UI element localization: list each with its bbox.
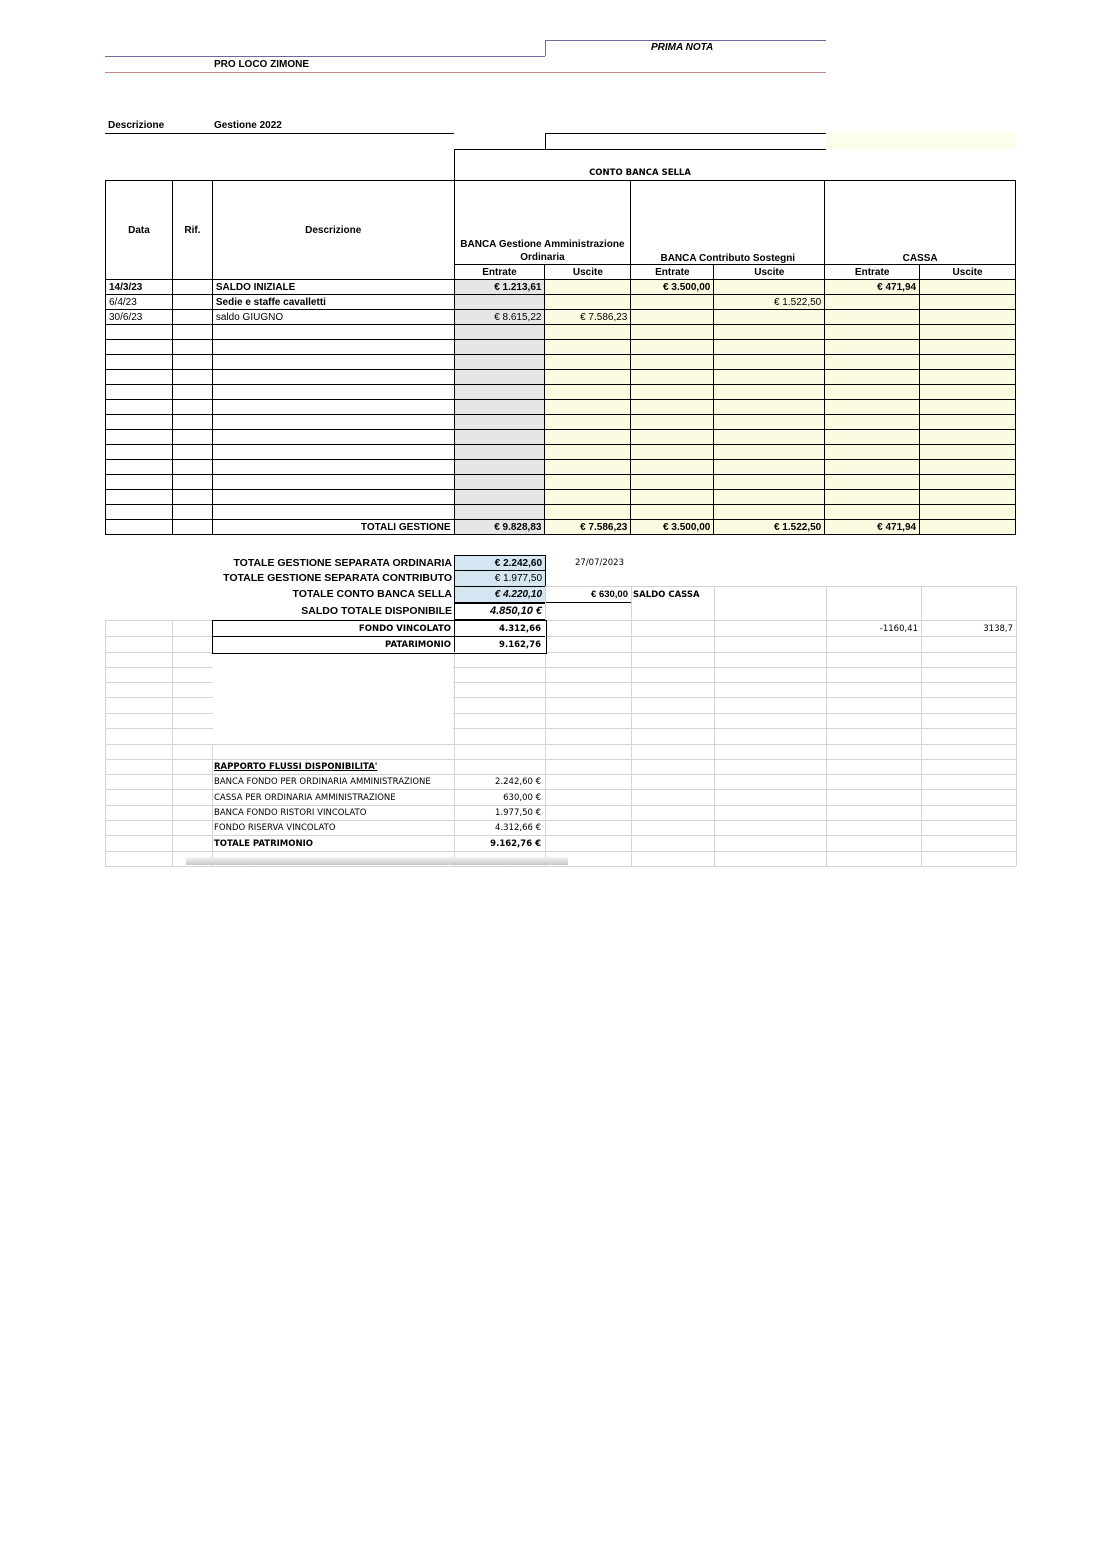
- report-item-label: CASSA PER ORDINARIA AMMINISTRAZIONE: [214, 793, 396, 803]
- empty-row: [106, 400, 1016, 415]
- extra-value-2: 3138,7: [983, 624, 1013, 634]
- cell-entrate-1: € 8.615,22: [454, 310, 545, 325]
- cell-uscite-3: [920, 280, 1016, 295]
- highlight-cell: [826, 133, 1016, 149]
- empty-row: [106, 340, 1016, 355]
- organization-name: PRO LOCO ZIMONE: [214, 59, 309, 70]
- patrimonio-label: PATARIMONIO: [385, 640, 451, 650]
- cell-entrate-2: [631, 310, 714, 325]
- cell-uscite-2: [714, 280, 825, 295]
- ledger-table: [105, 180, 1016, 535]
- extra-value-1: -1160,41: [879, 624, 918, 634]
- totals-row: [106, 520, 1016, 535]
- total-entrate-1: € 9.828,83: [454, 520, 545, 535]
- column-header-uscite: Uscite: [920, 265, 1016, 280]
- column-group-contributo-sostegni: BANCA Contributo Sostegni: [631, 181, 825, 265]
- conto-banca-value: € 4.220,10: [454, 586, 546, 603]
- table-row: [106, 295, 1016, 310]
- saldo-cassa-label: SALDO CASSA: [633, 590, 700, 600]
- fondo-vincolato-value: 4.312,66: [499, 624, 541, 634]
- totals-label: TOTALI GESTIONE: [212, 520, 454, 535]
- column-group-cassa: CASSA: [825, 181, 1016, 265]
- cell-rif: [172, 280, 212, 295]
- cell-entrate-2: € 3.500,00: [631, 280, 714, 295]
- sep-ordinaria-label: TOTALE GESTIONE SEPARATA ORDINARIA: [233, 557, 452, 569]
- empty-row: [106, 445, 1016, 460]
- empty-row: [106, 430, 1016, 445]
- horizontal-scrollbar[interactable]: [186, 857, 568, 865]
- report-total-value: 9.162,76 €: [490, 839, 541, 849]
- sep-ordinaria-value: € 2.242,60: [454, 555, 546, 572]
- report-title: RAPPORTO FLUSSI DISPONIBILITA': [214, 762, 378, 772]
- cell-descrizione: saldo GIUGNO: [212, 310, 454, 325]
- report-item-label: FONDO RISERVA VINCOLATO: [214, 823, 336, 833]
- column-header-uscite: Uscite: [714, 265, 825, 280]
- cell-entrate-1: [454, 295, 545, 310]
- report-item-value: 4.312,66 €: [495, 823, 541, 833]
- patrimonio-value: 9.162,76: [499, 640, 541, 650]
- cell-uscite-3: [920, 310, 1016, 325]
- empty-row: [106, 460, 1016, 475]
- document-title: PRIMA NOTA: [651, 42, 714, 53]
- cell-data: 6/4/23: [106, 295, 173, 310]
- saldo-cassa-value: € 630,00: [545, 586, 632, 603]
- cell-data: 30/6/23: [106, 310, 173, 325]
- empty-row: [106, 355, 1016, 370]
- empty-row: [106, 505, 1016, 520]
- cell-entrate-3: [825, 295, 920, 310]
- saldo-disponibile-value: 4.850,10 €: [454, 603, 546, 620]
- cell-rif: [172, 310, 212, 325]
- cell-descrizione: Sedie e staffe cavalletti: [212, 295, 454, 310]
- report-item-value: 630,00 €: [503, 793, 541, 803]
- cell-entrate-3: € 471,94: [825, 280, 920, 295]
- report-date: 27/07/2023: [575, 558, 624, 568]
- column-header-rif: Rif.: [172, 181, 212, 280]
- sep-contributo-value: € 1.977,50: [454, 570, 546, 587]
- column-header-uscite: Uscite: [545, 265, 631, 280]
- cell-data: 14/3/23: [106, 280, 173, 295]
- column-group-gestione-ordinaria: BANCA Gestione Amministrazione Ordinaria: [454, 181, 631, 265]
- cell-uscite-2: [714, 310, 825, 325]
- report-item-value: 1.977,50 €: [495, 808, 541, 818]
- cell-entrate-3: [825, 310, 920, 325]
- sep-contributo-label: TOTALE GESTIONE SEPARATA CONTRIBUTO: [223, 572, 452, 584]
- cell-uscite-1: [545, 295, 631, 310]
- cell-uscite-3: [920, 295, 1016, 310]
- report-total-label: TOTALE PATRIMONIO: [214, 839, 313, 849]
- account-title: CONTO BANCA SELLA: [589, 168, 691, 178]
- column-header-entrate: Entrate: [631, 265, 714, 280]
- empty-row: [106, 490, 1016, 505]
- cell-uscite-1: [545, 280, 631, 295]
- column-header-entrate: Entrate: [454, 265, 545, 280]
- total-entrate-2: € 3.500,00: [631, 520, 714, 535]
- report-item-label: BANCA FONDO PER ORDINARIA AMMINISTRAZIONE: [214, 777, 431, 787]
- total-uscite-3: [920, 520, 1016, 535]
- total-uscite-1: € 7.586,23: [545, 520, 631, 535]
- conto-banca-label: TOTALE CONTO BANCA SELLA: [292, 588, 452, 600]
- empty-row: [106, 475, 1016, 490]
- column-header-descrizione: Descrizione: [212, 181, 454, 280]
- empty-row: [106, 385, 1016, 400]
- cell-entrate-1: € 1.213,61: [454, 280, 545, 295]
- total-uscite-2: € 1.522,50: [714, 520, 825, 535]
- table-row: [106, 310, 1016, 325]
- cell-entrate-2: [631, 295, 714, 310]
- table-row: [106, 280, 1016, 295]
- description-value: Gestione 2022: [214, 120, 282, 131]
- empty-row: [106, 325, 1016, 340]
- report-item-label: BANCA FONDO RISTORI VINCOLATO: [214, 808, 367, 818]
- cell-uscite-2: € 1.522,50: [714, 295, 825, 310]
- report-item-value: 2.242,60 €: [495, 777, 541, 787]
- column-header-data: Data: [106, 181, 173, 280]
- fondo-vincolato-label: FONDO VINCOLATO: [358, 624, 451, 634]
- cell-uscite-1: € 7.586,23: [545, 310, 631, 325]
- cell-descrizione: SALDO INIZIALE: [212, 280, 454, 295]
- saldo-disponibile-label: SALDO TOTALE DISPONIBILE: [301, 605, 452, 617]
- cell-rif: [172, 295, 212, 310]
- empty-row: [106, 370, 1016, 385]
- total-entrate-3: € 471,94: [825, 520, 920, 535]
- empty-row: [106, 415, 1016, 430]
- description-label: Descrizione: [108, 120, 165, 131]
- column-header-entrate: Entrate: [825, 265, 920, 280]
